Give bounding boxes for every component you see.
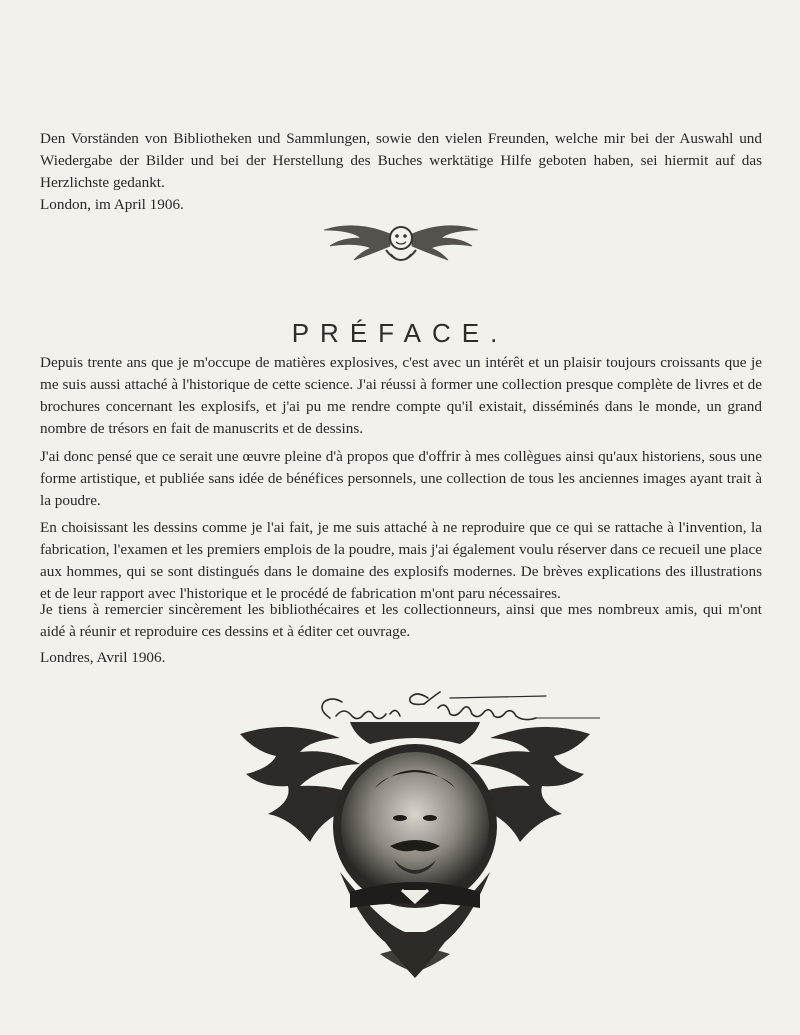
german-acknowledgement: Den Vorständen von Bibliotheken und Sammlungen, sowie den vielen Freunden, welche mir bei der Auswahl und Wiedergabe der Bilder und bei der Herstellung des Buches werktätige Hilfe geboten haben, sei hiermit auf das Herzlichste gedankt. xyxy=(40,130,762,191)
preface-paragraph-3: En choisissant les dessins comme je l'ai fait, je me suis attaché à ne reproduire que ce qui se rattache à l'invention, la fabrication, l'examen et les premiers emplois de la poudre, mais j'ai également voulu réserver dans ce recueil une place aux hommes, qui se sont distingués dans le domaine des explosifs modernes. De brèves explications des illustrations et de leur rapport avec l'historique et le procédé de fabrication m'ont paru nécessaires. xyxy=(40,519,762,602)
preface-title: PRÉFACE. xyxy=(291,318,509,348)
german-date: London, im April 1906. xyxy=(40,196,184,213)
preface-paragraph-2: J'ai donc pensé que ce serait une œuvre pleine d'à propos que d'offrir à mes collègues ainsi qu'aux historiens, sous une forme artistique, et publiée sans idée de bénéfices personnels, une collection de tous les anciennes images ayant trait à la poudre. xyxy=(40,448,762,509)
preface-paragraph-1: Depuis trente ans que je m'occupe de matières explosives, c'est avec un intérêt et un plaisir toujours croissants que je me suis aussi attaché à l'historique de cette science. J'ai réussi à former une collection presque complète de livres et de brochures concernant les explosifs, et j'ai pu me rendre compte qu'il existait, disséminés dans le monde, un grand nombre de trésors en fait de manuscrits et de dessins. xyxy=(40,354,762,437)
portrait-ornament-icon xyxy=(230,722,600,978)
preface-paragraph-4: Je tiens à remercier sincèrement les bibliothécaires et les collectionneurs, ainsi que mes nombreux amis, qui m'ont aidé à réunir et reproduire ces dessins et à éditer cet ouvrage. xyxy=(40,601,762,640)
preface-date: Londres, Avril 1906. xyxy=(40,649,166,666)
cherub-ornament-icon xyxy=(316,220,486,272)
